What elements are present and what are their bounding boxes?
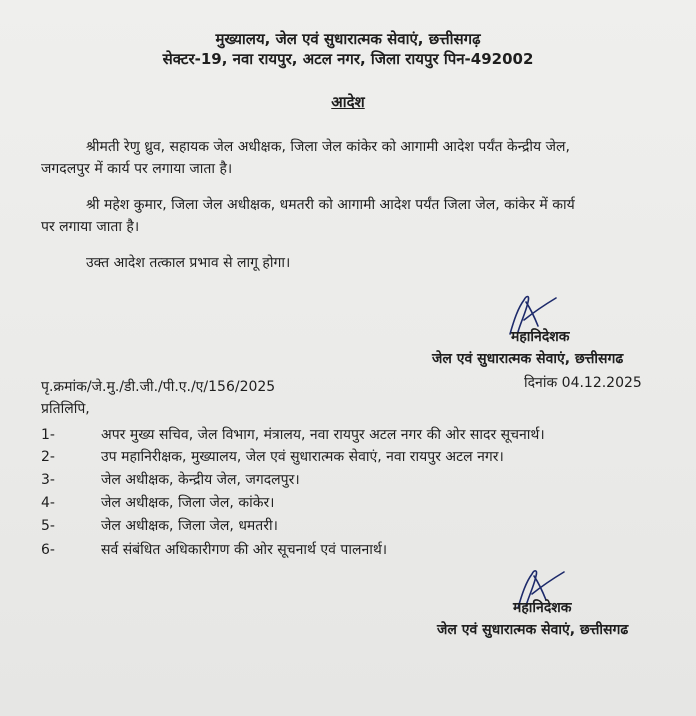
copy-text-3: जेल अधीक्षक, केन्द्रीय जेल, जगदलपुर। [101, 472, 300, 488]
copy-number-4: 4- [41, 495, 55, 511]
copy-number-5: 5- [41, 518, 55, 534]
copy-number-2: 2- [41, 449, 55, 465]
signature-2-designation: महानिदेशक [513, 600, 572, 616]
copy-label: प्रतिलिपि, [41, 401, 90, 417]
header-line-2: सेक्टर-19, नवा रायपुर, अटल नगर, जिला रायपुर पिन-492002 [162, 50, 534, 68]
copy-text-5: जेल अधीक्षक, जिला जेल, धमतरी। [101, 518, 278, 534]
copy-number-1: 1- [41, 427, 55, 443]
reference-number: पृ.क्रमांक/जे.मु./डी.जी./पी.ए./ए/156/2025 [41, 379, 276, 395]
para-2-line-1: श्री महेश कुमार, जिला जेल अधीक्षक, धमतरी को आगामी आदेश पर्यंत जिला जेल, कांकेर में कार्य [86, 197, 575, 213]
para-2-line-2: पर लगाया जाता है। [41, 219, 140, 235]
para-3: उक्त आदेश तत्काल प्रभाव से लागू होगा। [86, 255, 291, 271]
signature-1-designation: महानिदेशक [511, 329, 570, 345]
para-1-line-1: श्रीमती रेणु ध्रुव, सहायक जेल अधीक्षक, जिला जेल कांकेर को आगामी आदेश पर्यंत केन्द्रीय जेल, [86, 139, 570, 155]
reference-date: दिनांक 04.12.2025 [524, 375, 642, 391]
header-line-1: मुख्यालय, जेल एवं सुधारात्मक सेवाएं, छत्तीसगढ़ [215, 30, 481, 48]
copy-text-1: अपर मुख्य सचिव, जेल विभाग, मंत्रालय, नवा रायपुर अटल नगर की ओर सादर सूचनार्थ। [101, 427, 545, 443]
copy-number-6: 6- [41, 542, 55, 558]
signature-2-department: जेल एवं सुधारात्मक सेवाएं, छत्तीसगढ [437, 622, 629, 638]
para-1-line-2: जगदलपुर में कार्य पर लगाया जाता है। [41, 161, 233, 177]
order-title: आदेश [331, 93, 365, 111]
copy-text-2: उप महानिरीक्षक, मुख्यालय, जेल एवं सुधारात्मक सेवाएं, नवा रायपुर अटल नगर। [101, 449, 504, 465]
copy-text-6: सर्व संबंधित अधिकारीगण की ओर सूचनार्थ एवं पालनार्थ। [101, 542, 388, 558]
signature-1-department: जेल एवं सुधारात्मक सेवाएं, छत्तीसगढ [432, 351, 624, 367]
copy-text-4: जेल अधीक्षक, जिला जेल, कांकेर। [101, 495, 275, 511]
copy-number-3: 3- [41, 472, 55, 488]
